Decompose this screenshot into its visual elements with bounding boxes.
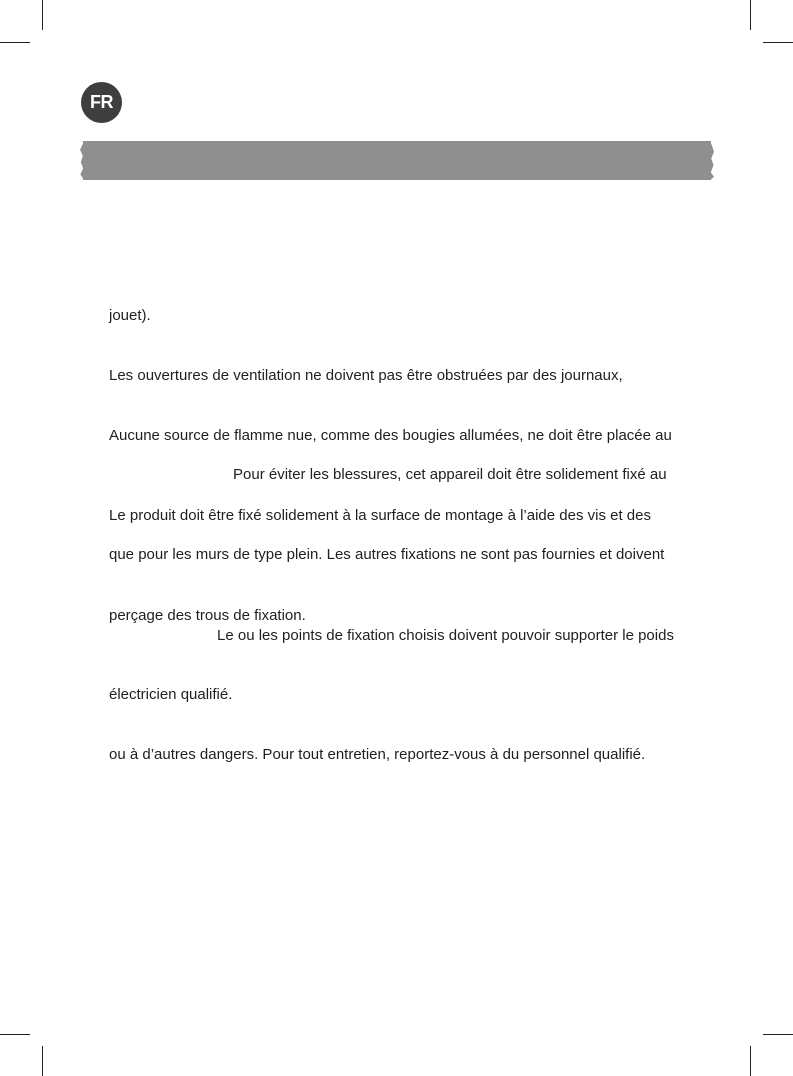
crop-mark — [0, 1034, 30, 1035]
text-line: Le produit doit être fixé solidement à la surface de montage à l’aide des vis et des — [109, 507, 651, 524]
crop-mark — [750, 0, 751, 30]
text-line: Pour éviter les blessures, cet appareil doit être solidement fixé au — [233, 466, 667, 483]
language-badge — [81, 82, 122, 123]
text-line: électricien qualifié. — [109, 686, 233, 703]
crop-mark — [750, 1046, 751, 1076]
text-line: ou à d’autres dangers. Pour tout entretien, reportez-vous à du personnel qualifié. — [109, 746, 646, 763]
crop-mark — [0, 42, 30, 43]
text-line: Les ouvertures de ventilation ne doivent pas être obstruées par des journaux, — [109, 367, 623, 384]
section-header-bar — [83, 141, 711, 180]
text-line: que pour les murs de type plein. Les autres fixations ne sont pas fournies et doivent — [109, 546, 665, 563]
text-line: Le ou les points de fixation choisis doivent pouvoir supporter le poids — [217, 627, 674, 644]
text-line: jouet). — [109, 307, 151, 324]
text-line: Aucune source de flamme nue, comme des bougies allumées, ne doit être placée au — [109, 427, 672, 444]
crop-mark — [42, 1046, 43, 1076]
crop-mark — [763, 1034, 793, 1035]
crop-mark — [763, 42, 793, 43]
text-line: perçage des trous de fixation. — [109, 607, 306, 624]
language-badge-label: FR — [90, 92, 113, 112]
crop-mark — [42, 0, 43, 30]
